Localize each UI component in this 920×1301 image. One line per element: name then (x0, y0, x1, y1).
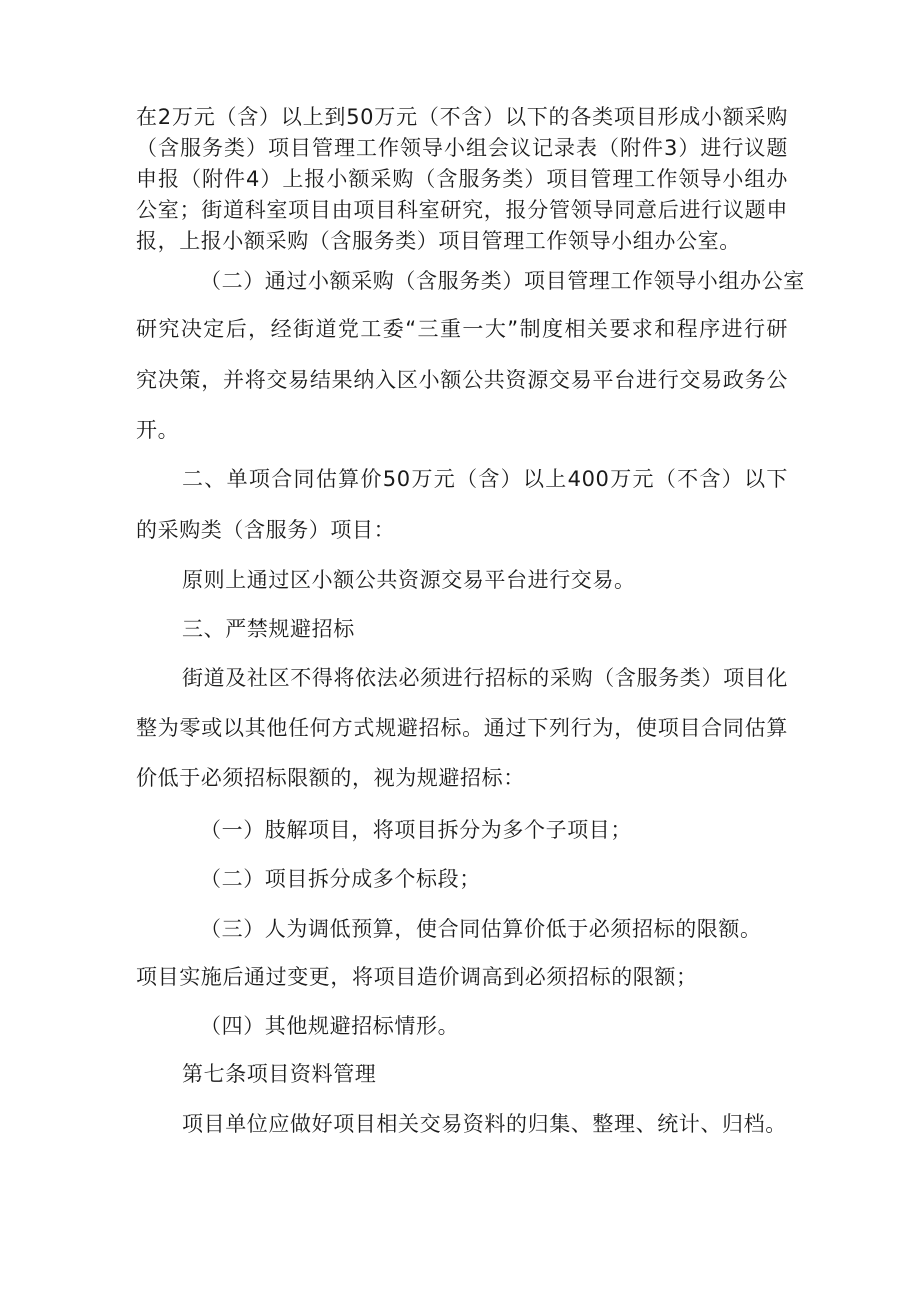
paragraph-line: 申报（附件4）上报小额采购（含服务类）项目管理工作领导小组办 (136, 167, 788, 191)
paragraph-line: 究决策，并将交易结果纳入区小额公共资源交易平台进行交易政务公 (136, 368, 788, 392)
list-item: （一）肢解项目，将项目拆分为多个子项目； (200, 818, 632, 842)
paragraph-line: 公室；街道科室项目由项目科室研究，报分管领导同意后进行议题申 (136, 198, 788, 222)
paragraph-line: 价低于必须招标限额的，视为规避招标： (136, 766, 525, 790)
paragraph-line: 研究决定后，经街道党工委“三重一大”制度相关要求和程序进行研 (136, 317, 788, 341)
paragraph-line: 项目实施后通过变更，将项目造价调高到必须招标的限额； (136, 965, 698, 989)
paragraph-line: 开。 (136, 418, 180, 442)
paragraph-line: 项目单位应做好项目相关交易资料的归集、整理、统计、归档。 (182, 1112, 787, 1136)
article-heading: 第七条项目资料管理 (182, 1062, 377, 1086)
paragraph-line: 整为零或以其他任何方式规避招标。通过下列行为，使项目合同估算 (136, 716, 788, 740)
paragraph-line: 报，上报小额采购（含服务类）项目管理工作领导小组办公室。 (136, 229, 741, 253)
list-item: （四）其他规避招标情形。 (200, 1014, 460, 1038)
paragraph-line: 在2万元（含）以上到50万元（不含）以下的各类项目形成小额采购 (136, 105, 788, 129)
paragraph-line: 的采购类（含服务）项目： (136, 518, 396, 542)
paragraph-line: 街道及社区不得将依法必须进行招标的采购（含服务类）项目化 (182, 666, 788, 690)
paragraph-line: （含服务类）项目管理工作领导小组会议记录表（附件3）进行议题 (136, 136, 788, 160)
paragraph-line: 原则上通过区小额公共资源交易平台进行交易。 (182, 568, 636, 592)
section-heading: 二、单项合同估算价50万元（含）以上400万元（不含）以下 (182, 467, 788, 491)
list-item: （三）人为调低预算，使合同估算价低于必须招标的限额。 (200, 917, 762, 941)
list-item: （二）项目拆分成多个标段； (200, 867, 481, 891)
paragraph-line: （二）通过小额采购（含服务类）项目管理工作领导小组办公室 (200, 269, 805, 293)
section-heading: 三、严禁规避招标 (182, 617, 355, 641)
